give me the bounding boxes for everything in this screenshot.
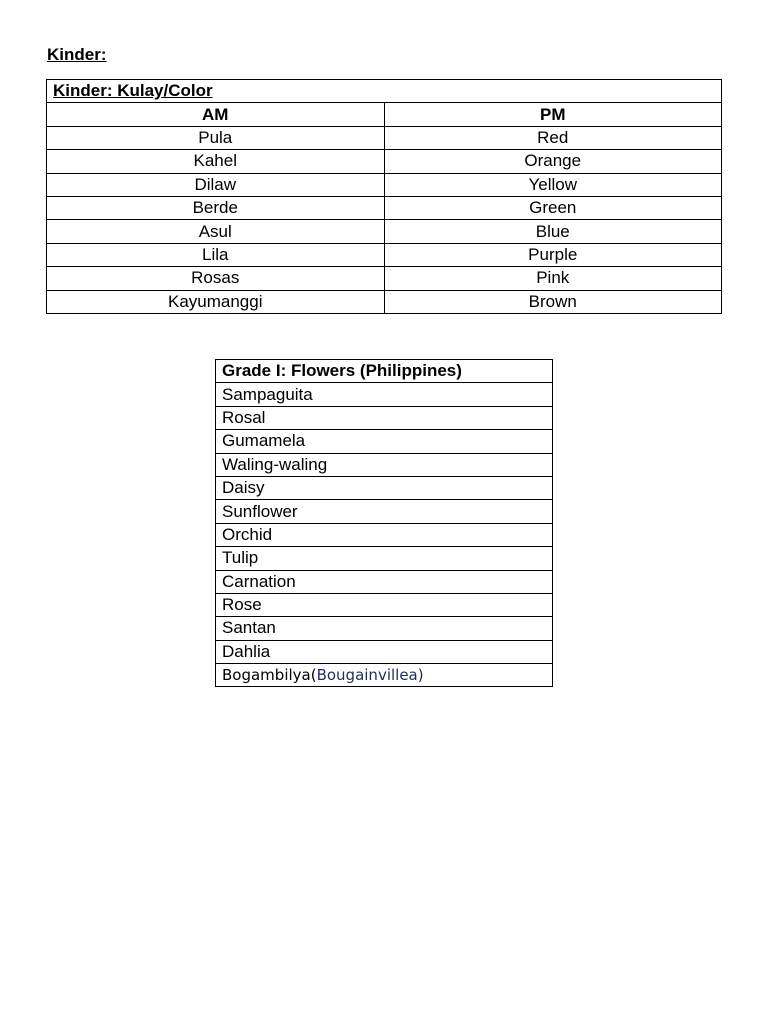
flower-cell: Rose [216,593,553,616]
flower-local-name: Bogambilya( [222,666,317,685]
english-color-cell: Green [384,196,722,219]
filipino-color-cell: Lila [47,243,385,266]
english-color-cell: Red [384,126,722,149]
filipino-color-cell: Kahel [47,150,385,173]
english-color-cell: Orange [384,150,722,173]
table-row [216,406,553,429]
table-row [216,547,553,570]
table-row [216,430,553,453]
table-title-row [47,80,722,103]
table-row [216,664,553,687]
table-row [47,220,722,243]
table-row [47,196,722,219]
flower-cell: Gumamela [216,430,553,453]
closing-parenthesis: ) [417,666,424,685]
table-row [47,243,722,266]
column-header-pm: PM [384,103,722,126]
table-row [216,383,553,406]
flower-cell: Santan [216,617,553,640]
table-header-row [47,103,722,126]
flower-cell-bogambilya [216,664,553,687]
table-row [47,267,722,290]
table-row [47,173,722,196]
column-header-am: AM [47,103,385,126]
kinder-table-title: Kinder: Kulay/Color [47,80,722,103]
table-row [47,290,722,313]
page-heading: Kinder: [47,45,107,64]
flower-cell: Sampaguita [216,383,553,406]
table-row [216,476,553,499]
english-color-cell: Blue [384,220,722,243]
filipino-color-cell: Pula [47,126,385,149]
flower-cell: Carnation [216,570,553,593]
flower-cell: Waling-waling [216,453,553,476]
filipino-color-cell: Kayumanggi [47,290,385,313]
flower-cell: Sunflower [216,500,553,523]
english-color-cell: Yellow [384,173,722,196]
flowers-table-title: Grade I: Flowers (Philippines) [216,360,553,383]
table-row [47,150,722,173]
flower-cell: Tulip [216,547,553,570]
table-row [216,617,553,640]
kinder-color-table [46,79,722,314]
table-row [216,453,553,476]
flower-cell: Rosal [216,406,553,429]
flower-cell: Daisy [216,476,553,499]
table-title-row [216,360,553,383]
filipino-color-cell: Asul [47,220,385,243]
filipino-color-cell: Berde [47,196,385,219]
filipino-color-cell: Dilaw [47,173,385,196]
english-color-cell: Pink [384,267,722,290]
english-color-cell: Purple [384,243,722,266]
table-row [216,523,553,546]
flower-english-name: Bougainvillea [316,666,418,685]
flower-cell: Dahlia [216,640,553,663]
table-row [216,500,553,523]
flower-cell: Orchid [216,523,553,546]
table-row [216,593,553,616]
table-row [216,570,553,593]
filipino-color-cell: Rosas [47,267,385,290]
english-color-cell: Brown [384,290,722,313]
table-row [47,126,722,149]
grade-one-flowers-table [215,359,553,687]
table-row [216,640,553,663]
